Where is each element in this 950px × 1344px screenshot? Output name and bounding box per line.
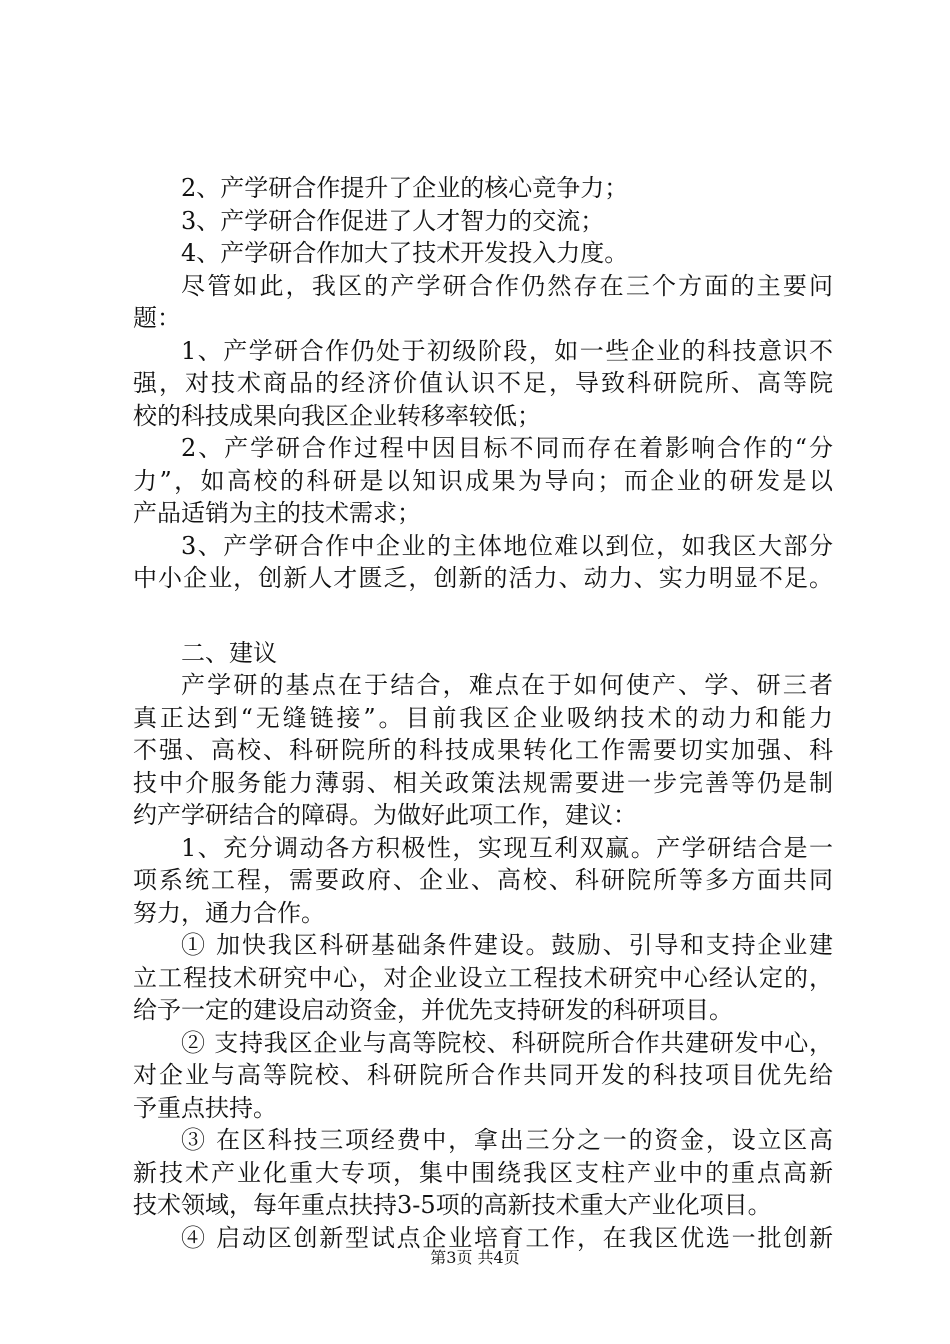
text-line: 1、充分调动各方积极性，实现互利双赢。产学研结合是一 bbox=[181, 833, 833, 862]
text-line: ④ 启动区创新型试点企业培育工作，在我区优选一批创新 bbox=[181, 1223, 833, 1252]
text-line: 产学研的基点在于结合，难点在于如何使产、学、研三者 bbox=[181, 671, 833, 699]
text-line: 新技术产业化重大专项，集中围绕我区支柱产业中的重点高新 bbox=[133, 1158, 833, 1187]
text-line: 题： bbox=[133, 304, 181, 332]
text-line: 中小企业，创新人才匮乏，创新的活力、动力、实力明显不足。 bbox=[133, 564, 833, 592]
text-line: 给予一定的建设启动资金，并优先支持研发的科研项目。 bbox=[133, 996, 733, 1024]
text-line: 技术领域，每年重点扶持3-5项的高新技术重大产业化项目。 bbox=[133, 1191, 772, 1219]
text-line: 3、产学研合作促进了人才智力的交流； bbox=[181, 206, 605, 235]
text-line: 真正达到“无缝链接”。目前我区企业吸纳技术的动力和能力 bbox=[133, 703, 833, 732]
text-line: 产品适销为主的技术需求； bbox=[133, 499, 421, 527]
text-line: 项系统工程，需要政府、企业、高校、科研院所等多方面共同 bbox=[133, 866, 833, 894]
text-line: 力”，如高校的科研是以知识成果为导向；而企业的研发是以 bbox=[133, 466, 833, 495]
text-line: 校的科技成果向我区企业转移率较低； bbox=[133, 401, 541, 430]
text-line: 不强、高校、科研院所的科技成果转化工作需要切实加强、科 bbox=[133, 736, 833, 764]
text-line: 强，对技术商品的经济价值认识不足，导致科研院所、高等院 bbox=[133, 369, 833, 397]
text-line: 4、产学研合作加大了技术开发投入力度。 bbox=[181, 239, 629, 267]
text-line: 予重点扶持。 bbox=[133, 1093, 277, 1122]
text-line: 3、产学研合作中企业的主体地位难以到位，如我区大部分 bbox=[181, 531, 833, 560]
text-line: 努力，通力合作。 bbox=[133, 898, 325, 927]
text-line: ② 支持我区企业与高等院校、科研院所合作共建研发中心， bbox=[181, 1028, 833, 1057]
text-line: 约产学研结合的障碍。为做好此项工作，建议： bbox=[133, 801, 637, 829]
text-line: 技中介服务能力薄弱、相关政策法规需要进一步完善等仍是制 bbox=[133, 768, 833, 797]
text-line: 立工程技术研究中心，对企业设立工程技术研究中心经认定的， bbox=[133, 963, 833, 992]
text-line: 二、建议 bbox=[181, 638, 277, 667]
text-line: 尽管如此，我区的产学研合作仍然存在三个方面的主要问 bbox=[181, 271, 833, 300]
text-line: 2、产学研合作过程中因目标不同而存在着影响合作的“分 bbox=[181, 434, 833, 462]
text-line: ③ 在区科技三项经费中，拿出三分之一的资金，设立区高 bbox=[181, 1126, 833, 1154]
page-footer: 第3页 共4页 bbox=[430, 1248, 520, 1267]
text-line: 2、产学研合作提升了企业的核心竞争力； bbox=[181, 174, 629, 202]
text-line: 1、产学研合作仍处于初级阶段，如一些企业的科技意识不 bbox=[181, 336, 833, 365]
paragraph-gap bbox=[133, 595, 833, 637]
document-body bbox=[133, 172, 833, 1254]
text-line: ① 加快我区科研基础条件建设。鼓励、引导和支持企业建 bbox=[181, 931, 833, 959]
text-line: 对企业与高等院校、科研院所合作共同开发的科技项目优先给 bbox=[133, 1061, 833, 1089]
